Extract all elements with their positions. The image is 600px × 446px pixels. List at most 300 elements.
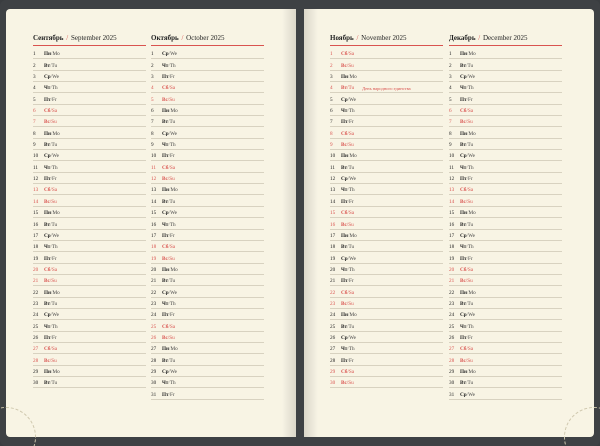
day-row[interactable]	[330, 139, 443, 150]
day-row[interactable]	[33, 127, 146, 138]
day-row[interactable]	[33, 218, 146, 229]
weekday-en: Tu	[467, 380, 474, 387]
weekday-separator: /	[466, 312, 469, 319]
day-number: 12	[33, 176, 39, 183]
weekday-separator: /	[347, 244, 349, 251]
weekday-en: We	[52, 232, 59, 239]
weekday-en: Fr	[349, 198, 354, 205]
weekday-separator: /	[168, 232, 171, 239]
day-row[interactable]	[330, 241, 443, 252]
weekday-en: Tu	[51, 142, 58, 149]
day-row[interactable]	[151, 388, 264, 399]
weekday-separator: /	[49, 198, 52, 205]
weekday-en: Th	[467, 164, 474, 171]
day-number: 25	[151, 323, 157, 330]
day-row[interactable]	[449, 139, 562, 150]
day-number: 30	[449, 380, 455, 387]
day-number: 4	[151, 85, 154, 92]
weekday-separator: /	[50, 300, 52, 307]
weekday-en: Fr	[52, 176, 57, 183]
day-row[interactable]	[151, 82, 264, 93]
weekday-en: Su	[467, 278, 473, 285]
day-number: 29	[330, 368, 336, 375]
weekday-ru: Пн	[460, 130, 468, 137]
day-row[interactable]	[33, 377, 146, 388]
weekday-ru: Сб	[460, 266, 467, 273]
day-row[interactable]	[330, 116, 443, 127]
weekday-ru: Пн	[460, 51, 468, 58]
weekday-en: Tu	[348, 85, 355, 92]
weekday-en: Mo	[468, 130, 476, 137]
day-row[interactable]	[151, 48, 264, 59]
weekday-en: Mo	[349, 74, 357, 81]
day-row[interactable]	[449, 207, 562, 218]
day-row[interactable]	[330, 286, 443, 297]
weekday-ru: Вс	[341, 221, 347, 228]
weekday-en: Sa	[348, 210, 355, 217]
weekday-separator: /	[466, 300, 468, 307]
day-row[interactable]	[151, 139, 264, 150]
weekday-separator: /	[168, 142, 170, 149]
weekday-ru: Чт	[460, 323, 467, 330]
day-row[interactable]	[151, 366, 264, 377]
day-row[interactable]	[151, 161, 264, 172]
day-row[interactable]	[449, 105, 562, 116]
day-row[interactable]	[449, 218, 562, 229]
weekday-ru: Сб	[341, 51, 348, 58]
weekday-ru: Вс	[460, 278, 466, 285]
day-row[interactable]	[449, 184, 562, 195]
weekday-en: Fr	[170, 74, 175, 81]
day-row[interactable]	[151, 207, 264, 218]
day-row[interactable]	[33, 366, 146, 377]
weekday-ru: Сб	[460, 108, 467, 115]
day-number: 26	[33, 334, 39, 341]
weekday-separator: /	[466, 85, 468, 92]
day-row[interactable]	[449, 275, 562, 286]
month-name-ru: Декабрь	[449, 34, 476, 42]
day-row[interactable]	[449, 377, 562, 388]
day-row[interactable]	[33, 48, 146, 59]
day-number: 2	[330, 62, 333, 69]
day-number: 4	[330, 85, 333, 92]
weekday-ru: Вс	[341, 62, 347, 69]
day-number: 5	[151, 96, 154, 103]
day-row[interactable]	[33, 161, 146, 172]
title-separator: /	[476, 34, 482, 42]
weekday-en: Fr	[468, 96, 473, 103]
day-row[interactable]	[330, 264, 443, 275]
weekday-ru: Вс	[162, 334, 168, 341]
weekday-separator: /	[466, 255, 469, 262]
weekday-en: Tu	[467, 300, 474, 307]
day-row[interactable]	[151, 286, 264, 297]
day-row[interactable]	[151, 195, 264, 206]
day-row[interactable]	[449, 161, 562, 172]
day-number: 1	[330, 51, 333, 58]
day-row[interactable]	[151, 354, 264, 365]
day-row[interactable]	[449, 59, 562, 70]
day-row[interactable]	[33, 264, 146, 275]
day-number: 31	[151, 391, 157, 398]
day-row[interactable]	[449, 320, 562, 331]
day-row[interactable]	[33, 82, 146, 93]
day-row[interactable]	[151, 377, 264, 388]
weekday-en: Th	[169, 62, 176, 69]
day-row[interactable]	[449, 150, 562, 161]
weekday-ru: Вс	[44, 198, 50, 205]
weekday-ru: Пн	[460, 289, 468, 296]
day-row[interactable]	[151, 105, 264, 116]
weekday-en: Fr	[170, 391, 175, 398]
day-number: 28	[449, 357, 455, 364]
day-row[interactable]	[151, 309, 264, 320]
day-number: 2	[33, 62, 36, 69]
day-row[interactable]	[33, 139, 146, 150]
weekday-separator: /	[465, 357, 468, 364]
day-row[interactable]	[330, 343, 443, 354]
day-number: 1	[33, 51, 36, 58]
day-number: 8	[33, 130, 36, 137]
weekday-separator: /	[466, 334, 469, 341]
weekday-separator: /	[50, 266, 52, 273]
day-row[interactable]	[33, 59, 146, 70]
day-row[interactable]	[330, 71, 443, 82]
day-row[interactable]	[330, 332, 443, 343]
day-row[interactable]	[449, 71, 562, 82]
weekday-en: Th	[51, 244, 58, 251]
day-row[interactable]	[151, 71, 264, 82]
day-list	[449, 48, 562, 400]
day-number: 1	[449, 51, 452, 58]
weekday-en: Tu	[467, 221, 474, 228]
weekday-separator: /	[51, 210, 53, 217]
weekday-ru: Сб	[341, 210, 348, 217]
weekday-ru: Пт	[44, 176, 51, 183]
weekday-en: Tu	[467, 142, 474, 149]
holiday-label: День народного единства	[362, 86, 411, 92]
weekday-ru: Сб	[44, 266, 51, 273]
weekday-en: Fr	[349, 119, 354, 126]
weekday-separator: /	[466, 244, 468, 251]
day-row[interactable]	[449, 366, 562, 377]
weekday-en: Sa	[348, 368, 355, 375]
weekday-en: We	[468, 391, 475, 398]
day-row[interactable]	[33, 184, 146, 195]
weekday-en: We	[52, 153, 59, 160]
day-row[interactable]	[449, 48, 562, 59]
day-row[interactable]	[330, 150, 443, 161]
day-row[interactable]	[330, 184, 443, 195]
weekday-en: Mo	[52, 130, 60, 137]
day-row[interactable]	[33, 298, 146, 309]
weekday-separator: /	[467, 289, 469, 296]
day-row[interactable]	[33, 309, 146, 320]
day-row[interactable]	[33, 207, 146, 218]
day-number: 24	[33, 312, 39, 319]
weekday-separator: /	[50, 255, 53, 262]
day-row[interactable]	[330, 82, 443, 93]
month-title	[330, 34, 443, 46]
day-row[interactable]	[33, 71, 146, 82]
day-row[interactable]	[449, 343, 562, 354]
weekday-en: Tu	[348, 244, 355, 251]
day-row[interactable]	[449, 264, 562, 275]
weekday-en: Fr	[468, 334, 473, 341]
weekday-separator: /	[347, 119, 350, 126]
weekday-en: Sa	[348, 130, 355, 137]
weekday-separator: /	[467, 210, 469, 217]
day-row[interactable]	[449, 354, 562, 365]
day-row[interactable]	[330, 366, 443, 377]
weekday-separator: /	[50, 108, 52, 115]
weekday-ru: Чт	[162, 221, 169, 228]
weekday-separator: /	[168, 357, 170, 364]
month-november	[330, 34, 443, 388]
day-number: 16	[449, 221, 455, 228]
weekday-ru: Чт	[162, 62, 169, 69]
day-row[interactable]	[330, 320, 443, 331]
weekday-en: Sa	[467, 266, 474, 273]
day-row[interactable]	[330, 105, 443, 116]
day-row[interactable]	[151, 264, 264, 275]
day-row[interactable]	[33, 230, 146, 241]
weekday-en: Th	[467, 323, 474, 330]
day-row[interactable]	[449, 332, 562, 343]
day-row[interactable]	[330, 127, 443, 138]
day-row[interactable]	[449, 241, 562, 252]
page-corner-stitch	[0, 407, 36, 446]
day-number: 1	[151, 51, 154, 58]
day-row[interactable]	[33, 275, 146, 286]
weekday-en: Tu	[467, 62, 474, 69]
day-row[interactable]	[151, 127, 264, 138]
day-row[interactable]	[449, 309, 562, 320]
day-row[interactable]	[151, 320, 264, 331]
weekday-separator: /	[347, 210, 349, 217]
weekday-separator: /	[347, 198, 350, 205]
day-row[interactable]	[330, 161, 443, 172]
weekday-ru: Пн	[44, 130, 52, 137]
day-number: 28	[151, 357, 157, 364]
day-number: 16	[330, 221, 336, 228]
day-number: 11	[151, 164, 156, 171]
day-row[interactable]	[330, 59, 443, 70]
weekday-separator: /	[467, 368, 469, 375]
weekday-en: Su	[467, 119, 473, 126]
day-number: 11	[33, 164, 38, 171]
day-row[interactable]	[151, 230, 264, 241]
weekday-en: Su	[348, 380, 354, 387]
day-row[interactable]	[33, 286, 146, 297]
day-number: 27	[449, 346, 455, 353]
weekday-ru: Ср	[162, 210, 169, 217]
weekday-ru: Чт	[162, 380, 169, 387]
day-number: 3	[449, 74, 452, 81]
month-name-ru: Ноябрь	[330, 34, 354, 42]
day-number: 8	[151, 130, 154, 137]
weekday-ru: Ср	[460, 391, 467, 398]
day-row[interactable]	[33, 332, 146, 343]
weekday-separator: /	[465, 198, 468, 205]
day-row[interactable]	[151, 218, 264, 229]
weekday-en: Mo	[349, 153, 357, 160]
day-row[interactable]	[330, 275, 443, 286]
day-row[interactable]	[449, 195, 562, 206]
weekday-en: Tu	[169, 357, 176, 364]
right-page	[304, 9, 594, 437]
day-number: 22	[449, 289, 455, 296]
day-number: 23	[449, 300, 455, 307]
day-row[interactable]	[33, 195, 146, 206]
day-row[interactable]	[33, 354, 146, 365]
day-row[interactable]	[330, 252, 443, 263]
weekday-en: Th	[51, 164, 58, 171]
day-row[interactable]	[33, 320, 146, 331]
weekday-ru: Пн	[44, 51, 52, 58]
weekday-separator: /	[347, 51, 349, 58]
day-number: 4	[33, 85, 36, 92]
day-row[interactable]	[330, 377, 443, 388]
weekday-ru: Пн	[44, 368, 52, 375]
weekday-ru: Пт	[162, 312, 169, 319]
day-row[interactable]	[151, 184, 264, 195]
day-row[interactable]	[151, 252, 264, 263]
day-row[interactable]	[449, 116, 562, 127]
day-row[interactable]	[330, 309, 443, 320]
day-row[interactable]	[151, 116, 264, 127]
day-number: 20	[151, 266, 157, 273]
day-number: 5	[330, 96, 333, 103]
day-row[interactable]	[330, 207, 443, 218]
day-row[interactable]	[330, 173, 443, 184]
day-number: 21	[449, 278, 455, 285]
weekday-en: We	[468, 153, 475, 160]
day-number: 21	[151, 278, 157, 285]
weekday-ru: Ср	[44, 232, 51, 239]
month-name-en: December 2025	[482, 34, 528, 42]
day-number: 31	[449, 391, 455, 398]
day-number: 25	[33, 323, 39, 330]
day-row[interactable]	[151, 59, 264, 70]
day-number: 6	[330, 108, 333, 115]
day-row[interactable]	[330, 48, 443, 59]
weekday-en: Mo	[349, 312, 357, 319]
day-row[interactable]	[449, 93, 562, 104]
day-row[interactable]	[151, 93, 264, 104]
weekday-en: Th	[169, 300, 176, 307]
weekday-separator: /	[348, 74, 350, 81]
day-row[interactable]	[330, 195, 443, 206]
weekday-ru: Ср	[162, 51, 169, 58]
weekday-ru: Чт	[341, 346, 348, 353]
day-row[interactable]	[449, 286, 562, 297]
day-row[interactable]	[449, 82, 562, 93]
weekday-separator: /	[347, 368, 349, 375]
day-number: 26	[449, 334, 455, 341]
day-row[interactable]	[151, 173, 264, 184]
weekday-ru: Вс	[162, 96, 168, 103]
weekday-en: Tu	[348, 323, 355, 330]
day-row[interactable]	[151, 150, 264, 161]
day-row[interactable]	[33, 105, 146, 116]
day-row[interactable]	[151, 343, 264, 354]
day-row[interactable]	[330, 298, 443, 309]
weekday-separator: /	[466, 346, 468, 353]
day-row[interactable]	[449, 127, 562, 138]
weekday-ru: Сб	[341, 130, 348, 137]
weekday-en: Tu	[169, 119, 176, 126]
weekday-separator: /	[466, 266, 468, 273]
day-number: 21	[33, 278, 39, 285]
day-row[interactable]	[151, 241, 264, 252]
weekday-separator: /	[466, 142, 468, 149]
day-row[interactable]	[330, 218, 443, 229]
weekday-separator: /	[169, 266, 171, 273]
day-number: 26	[330, 334, 336, 341]
weekday-en: Su	[169, 96, 175, 103]
day-row[interactable]	[449, 388, 562, 399]
weekday-en: We	[170, 51, 177, 58]
day-row[interactable]	[449, 173, 562, 184]
month-name-ru: Октябрь	[151, 34, 179, 42]
day-number: 19	[330, 255, 336, 262]
day-number: 25	[449, 323, 455, 330]
day-row[interactable]	[151, 332, 264, 343]
weekday-separator: /	[168, 210, 171, 217]
weekday-ru: Сб	[341, 289, 348, 296]
day-row[interactable]	[449, 252, 562, 263]
day-row[interactable]	[33, 241, 146, 252]
weekday-ru: Пн	[162, 346, 170, 353]
day-number: 17	[151, 232, 157, 239]
weekday-ru: Сб	[162, 323, 169, 330]
day-row[interactable]	[151, 298, 264, 309]
day-row[interactable]	[33, 173, 146, 184]
weekday-ru: Ср	[460, 153, 467, 160]
weekday-separator: /	[168, 51, 171, 58]
day-row[interactable]	[33, 252, 146, 263]
weekday-ru: Вт	[460, 62, 467, 69]
weekday-separator: /	[50, 380, 52, 387]
weekday-ru: Пт	[44, 255, 51, 262]
weekday-en: Sa	[467, 346, 474, 353]
weekday-en: Mo	[468, 51, 476, 58]
weekday-separator: /	[168, 198, 170, 205]
day-row[interactable]	[330, 354, 443, 365]
day-number: 13	[151, 187, 157, 194]
weekday-separator: /	[466, 380, 468, 387]
day-row[interactable]	[449, 298, 562, 309]
day-row[interactable]	[33, 93, 146, 104]
day-row[interactable]	[33, 116, 146, 127]
day-row[interactable]	[449, 230, 562, 241]
day-number: 6	[449, 108, 452, 115]
weekday-separator: /	[51, 51, 53, 58]
day-row[interactable]	[33, 150, 146, 161]
day-row[interactable]	[330, 93, 443, 104]
weekday-ru: Ср	[341, 176, 348, 183]
day-row[interactable]	[330, 230, 443, 241]
weekday-ru: Сб	[44, 346, 51, 353]
day-row[interactable]	[151, 275, 264, 286]
weekday-en: Sa	[169, 323, 176, 330]
weekday-separator: /	[168, 221, 170, 228]
weekday-separator: /	[50, 232, 53, 239]
day-row[interactable]	[33, 343, 146, 354]
weekday-ru: Вт	[341, 164, 348, 171]
weekday-en: Sa	[51, 266, 58, 273]
